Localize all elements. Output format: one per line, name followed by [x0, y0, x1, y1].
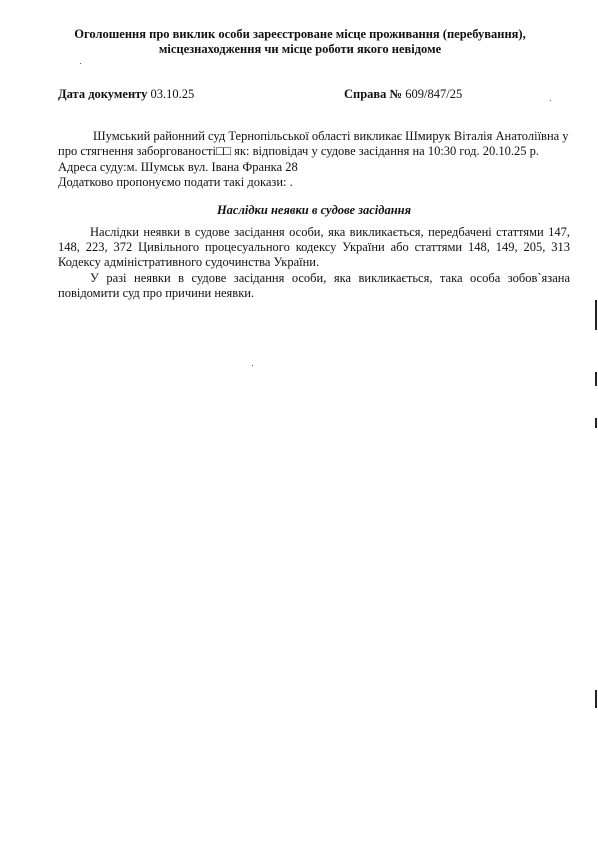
consequences-paragraph-1: Наслідки неявки в судове засідання особи, яка викликається, передбачені статтями 147, 148, 223, 372 Цивільного процесуального кодексу України або статтями 148, 149, 205, 313 Кодексу адміністративного судочинства України. [58, 225, 570, 270]
summons-line-1: Шумський районний суд Тернопільської області викликає Шмирук Віталія Анатоліївна у [93, 129, 569, 143]
scan-edge-mark [595, 690, 597, 708]
section-heading: Наслідки неявки в судове засідання [216, 203, 412, 217]
court-address: Адреса суду:м. Шумськ вул. Івана Франка 28 [58, 159, 298, 174]
consequences-text [58, 225, 570, 301]
date-label: Дата документу [58, 87, 148, 101]
date-value: 03.10.25 [150, 87, 195, 101]
scan-edge-mark [595, 300, 597, 330]
scan-edge-mark [595, 418, 597, 428]
consequences-paragraph-2: У разі неявки в судове засідання особи, яка викликається, така особа зобов`язана повідомити суд про причини неявки. [58, 270, 570, 300]
scan-speck [80, 63, 81, 64]
scan-speck [550, 100, 551, 101]
evidence-request: Додатково пропонуємо подати такі докази: . [58, 174, 293, 189]
title-line-1: Оголошення про виклик особи зареєстроване місце проживання (перебування), [74, 27, 526, 41]
case-value: 609/847/25 [405, 87, 463, 101]
document-date [58, 87, 194, 102]
summons-text [58, 129, 570, 190]
case-label: Справа № [344, 87, 403, 101]
scan-edge-mark [595, 372, 597, 386]
title-line-2: місцезнаходження чи місце роботи якого невідоме [158, 42, 442, 56]
document-title [60, 27, 540, 57]
summons-line-2: про стягнення заборгованості□□ як: відповідач у судове засідання на 10:30 год. 20.10.25 р. [58, 144, 539, 159]
case-number [344, 87, 462, 102]
scan-speck [252, 365, 253, 366]
